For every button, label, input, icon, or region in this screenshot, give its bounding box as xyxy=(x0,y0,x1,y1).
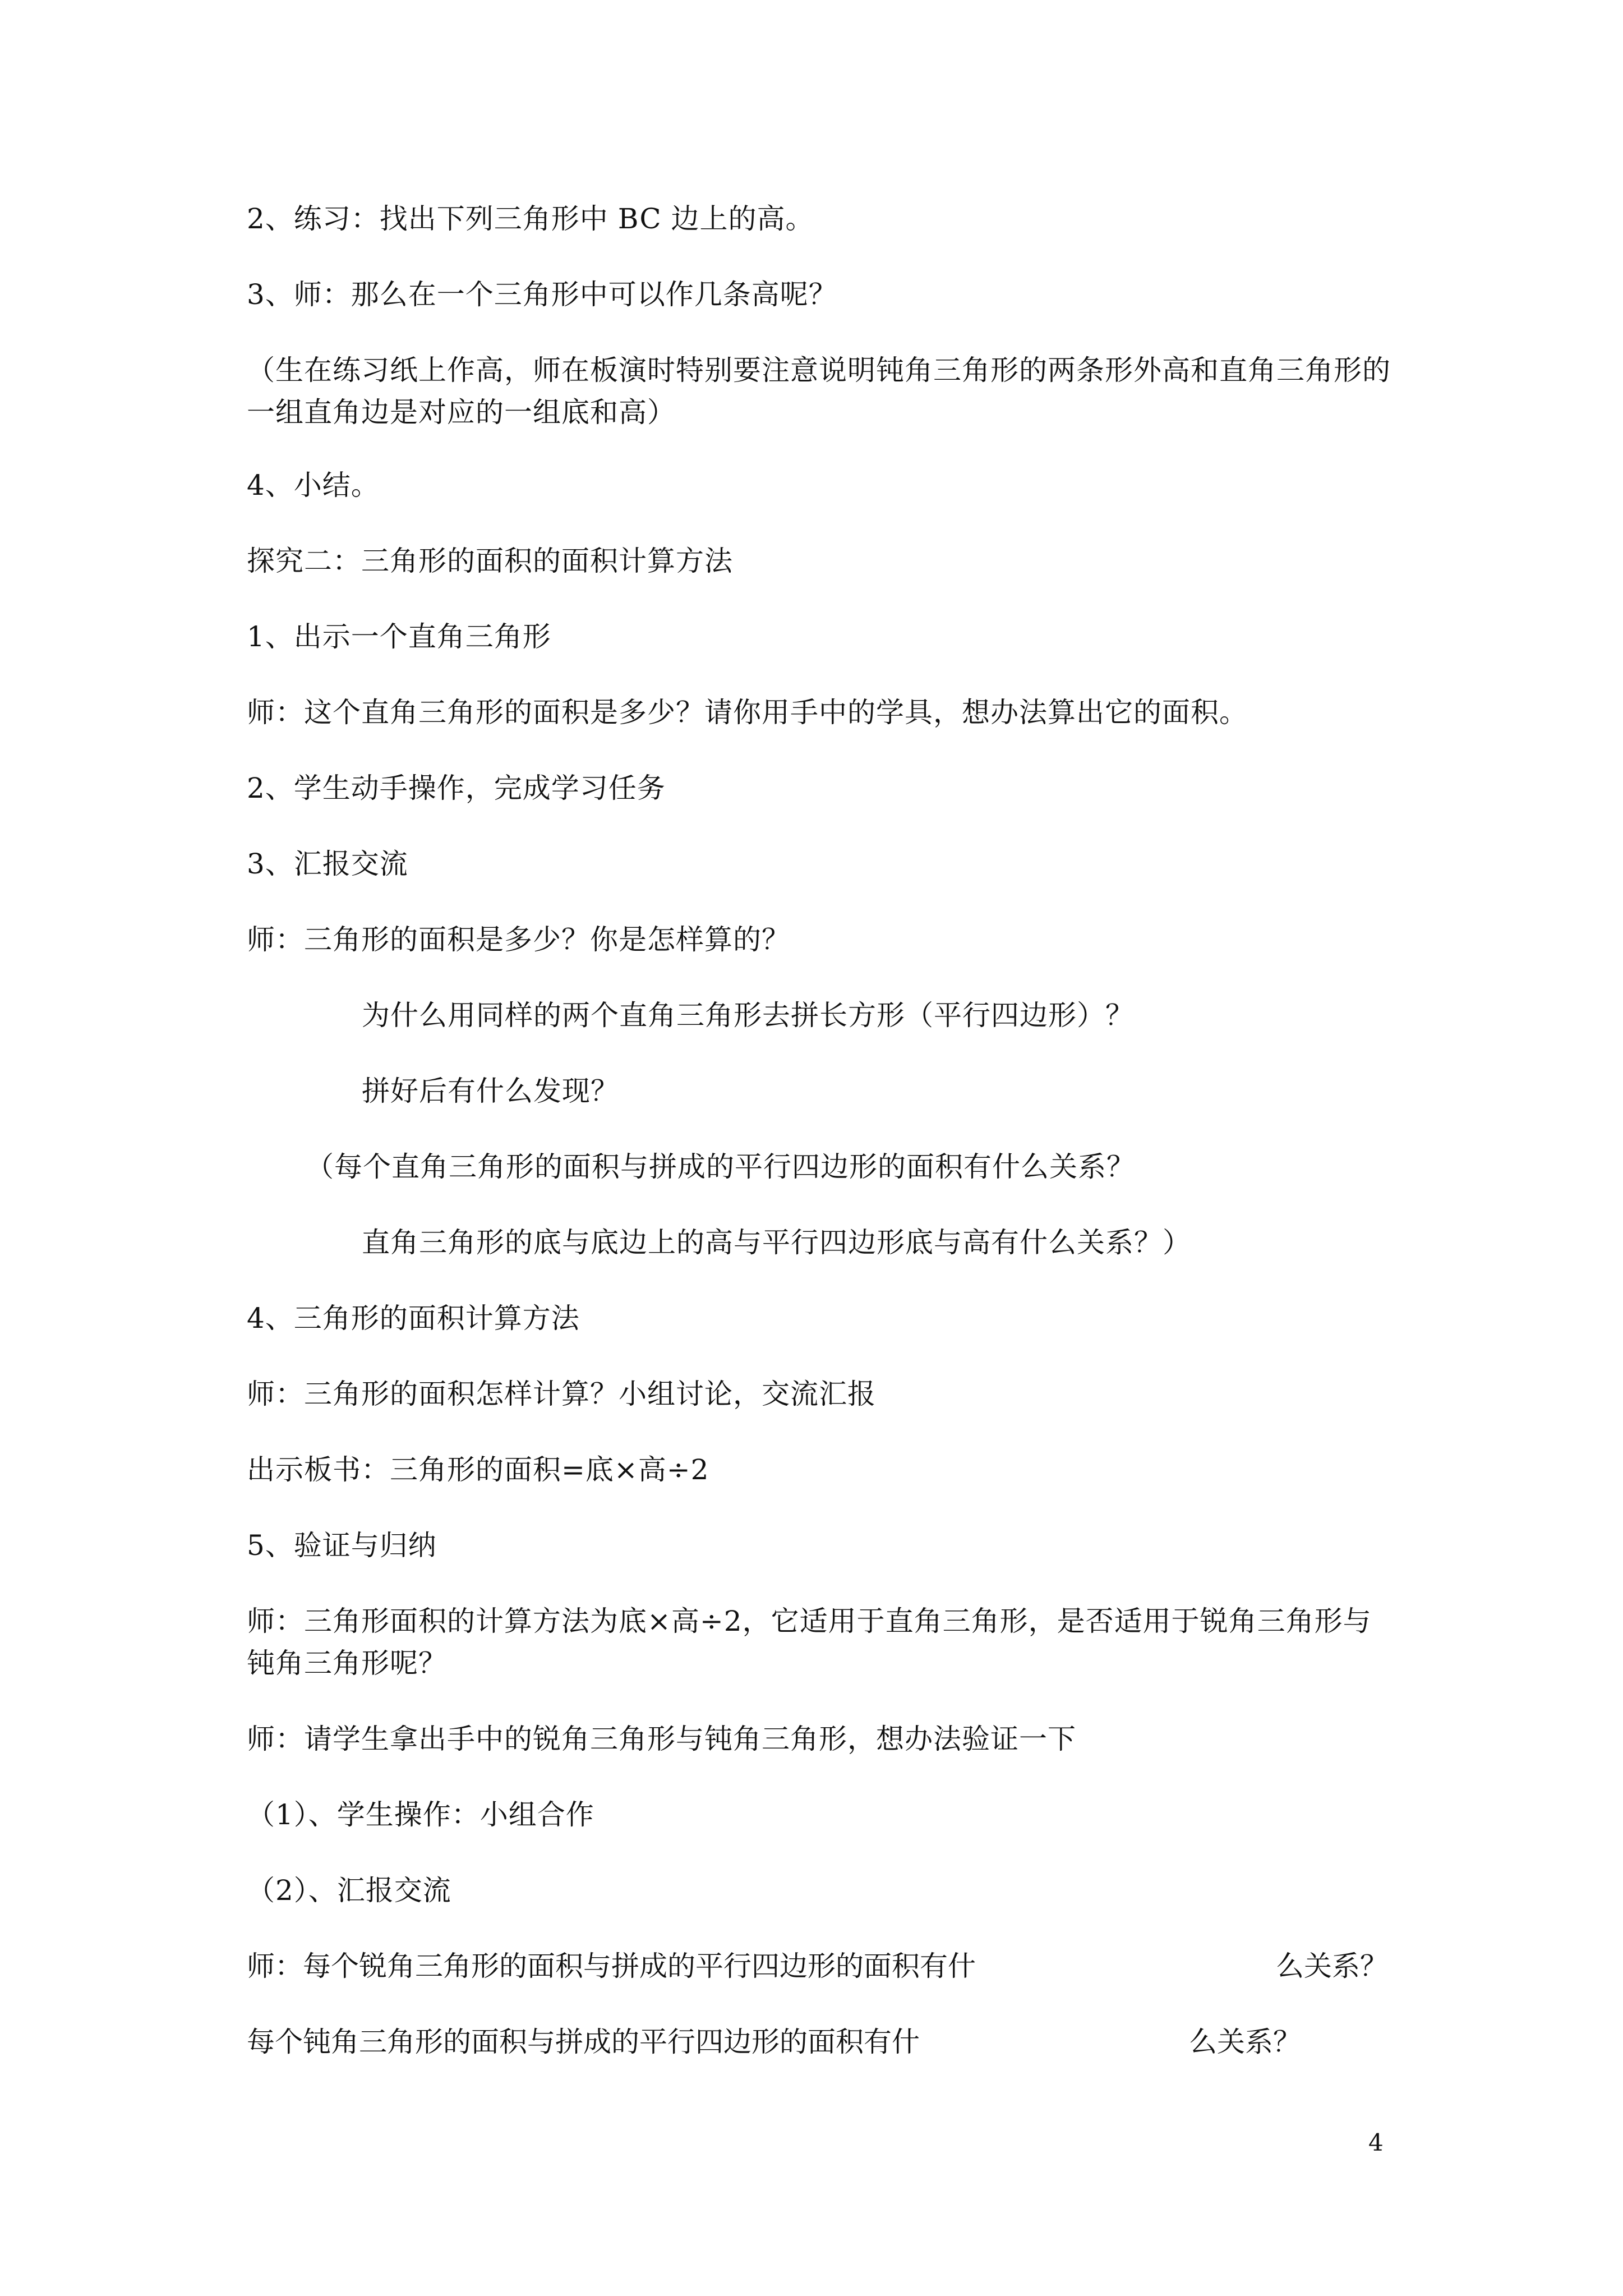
text-line-formula-question-part2: 钝角三角形呢？ xyxy=(247,1647,447,1680)
text-line-obtuse-relationship-left: 每个钝角三角形的面积与拼成的平行四边形的面积有什 xyxy=(247,2026,920,2058)
text-line-group-discussion: 师：三角形的面积怎样计算？小组讨论，交流汇报 xyxy=(247,1378,876,1410)
text-line-student-operation: 2、学生动手操作，完成学习任务 xyxy=(247,772,666,804)
section-heading-explore-two: 探究二：三角形的面积的面积计算方法 xyxy=(247,545,733,577)
text-line-summary: 4、小结。 xyxy=(247,469,380,501)
text-line-note-part1: （生在练习纸上作高，师在板演时特别要注意说明钝角三角形的两条形外高和直角三角形的 xyxy=(247,354,1391,386)
text-line-acute-relationship xyxy=(247,1947,1388,1986)
text-line-practice: 2、练习：找出下列三角形中 BC 边上的高。 xyxy=(247,203,814,235)
text-line-report-exchange: 3、汇报交流 xyxy=(247,848,408,880)
text-line-verify-instruction: 师：请学生拿出手中的锐角三角形与钝角三角形，想办法验证一下 xyxy=(247,1723,1076,1755)
text-line-note-part2: 一组直角边是对应的一组底和高） xyxy=(247,396,676,429)
text-line-obtuse-relationship xyxy=(247,2022,1385,2062)
text-line-step-one: （1）、学生操作：小组合作 xyxy=(247,1798,594,1831)
text-line-relationship-area: （每个直角三角形的面积与拼成的平行四边形的面积有什么关系？ xyxy=(306,1151,1135,1183)
text-line-relationship-base-height: 直角三角形的底与底边上的高与平行四边形底与高有什么关系？） xyxy=(362,1226,1191,1259)
text-line-why-two-triangles: 为什么用同样的两个直角三角形去拼长方形（平行四边形）？ xyxy=(362,999,1134,1032)
text-line-findings: 拼好后有什么发现？ xyxy=(362,1075,619,1107)
text-line-step-two: （2）、汇报交流 xyxy=(247,1874,451,1907)
text-line-formula-question-part1: 师：三角形面积的计算方法为底×高÷2，它适用于直角三角形，是否适用于锐角三角形与 xyxy=(247,1605,1372,1637)
page-number: 4 xyxy=(1368,2129,1384,2156)
text-line-acute-relationship-left: 师：每个锐角三角形的面积与拼成的平行四边形的面积有什 xyxy=(247,1950,976,1982)
text-line-board-formula: 出示板书：三角形的面积=底×高÷2 xyxy=(247,1453,709,1486)
text-line-show-right-triangle: 1、出示一个直角三角形 xyxy=(247,620,551,653)
text-line-area-method: 4、三角形的面积计算方法 xyxy=(247,1302,580,1335)
text-line-area-question: 师：这个直角三角形的面积是多少？请你用手中的学具，想办法算出它的面积。 xyxy=(247,696,1248,729)
text-line-acute-relationship-right: 么关系？ xyxy=(1276,1950,1388,1982)
text-line-teacher-question: 3、师：那么在一个三角形中可以作几条高呢？ xyxy=(247,278,837,311)
text-line-verify-summarize: 5、验证与归纳 xyxy=(247,1529,437,1562)
text-line-obtuse-relationship-right: 么关系？ xyxy=(1189,2026,1301,2058)
text-line-how-calculated: 师：三角形的面积是多少？你是怎样算的？ xyxy=(247,923,790,956)
